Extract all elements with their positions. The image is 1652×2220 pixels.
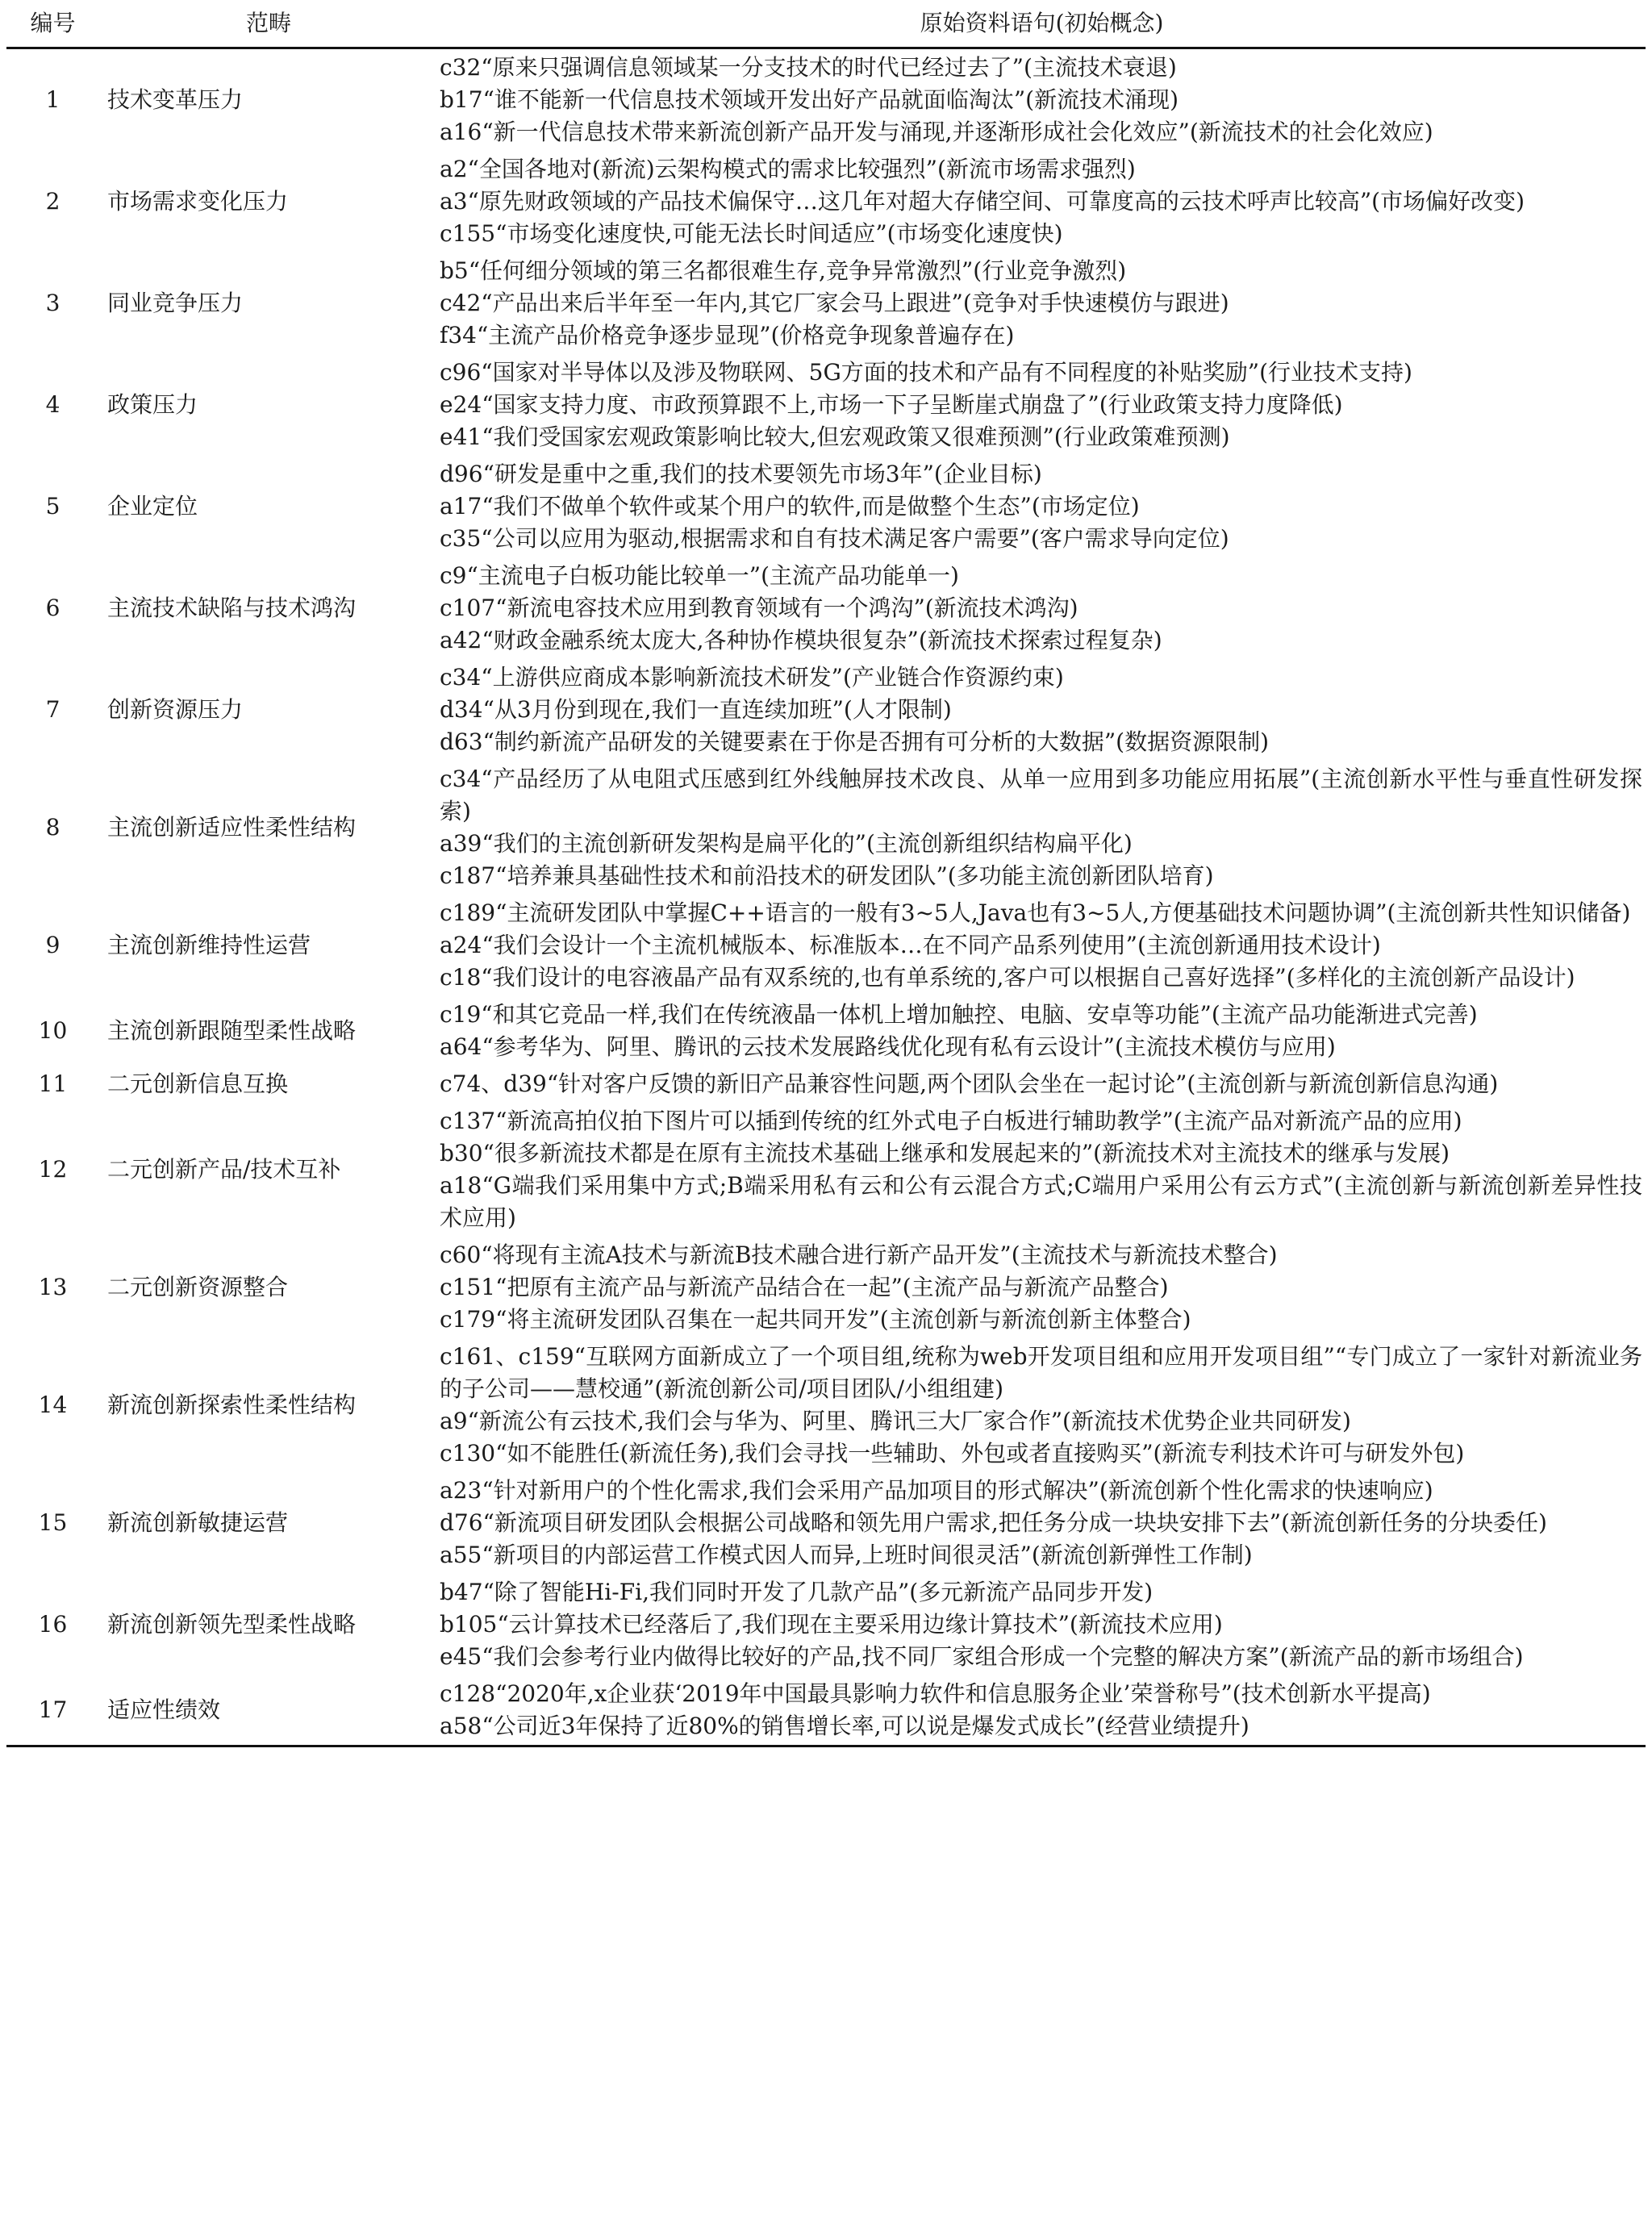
row-statements: [438, 252, 1646, 354]
statement-line: b17“谁不能新一代信息技术领域开发出好产品就面临淘汰”(新流技术涌现): [440, 86, 1179, 113]
statement-line: a55“新项目的内部运营工作模式因人而异,上班时间很灵活”(新流创新弹性工作制): [440, 1542, 1253, 1568]
statement-line: a23“针对新用户的个性化需求,我们会采用产品加项目的形式解决”(新流创新个性化需求的快速响应): [440, 1477, 1433, 1504]
table-row: [6, 1066, 1646, 1103]
statement-line: c35“公司以应用为驱动,根据需求和自有技术满足客户需要”(客户需求导向定位): [440, 525, 1229, 552]
row-number: 13: [38, 1274, 68, 1300]
row-statements: [438, 1338, 1646, 1472]
table-row: [6, 1675, 1646, 1746]
row-category: 二元创新资源整合: [107, 1274, 289, 1300]
statement-line: e24“国家支持力度、市政预算跟不上,市场一下子呈断崖式崩盘了”(行业政策支持力度降低): [440, 391, 1343, 418]
statement-line: b30“很多新流技术都是在原有主流技术基础上继承和发展起来的”(新流技术对主流技术的继承与发展): [440, 1140, 1450, 1166]
row-category: 新流创新领先型柔性战略: [107, 1611, 357, 1638]
row-category: 主流创新跟随型柔性战略: [107, 1017, 357, 1044]
statement-line: a3“原先财政领域的产品技术偏保守…这几年对超大存储空间、可靠度高的云技术呼声比较高”(市场偏好改变): [440, 188, 1525, 215]
table-row: [6, 252, 1646, 354]
row-category: 新流创新敏捷运营: [107, 1509, 289, 1536]
row-category: 主流创新维持性运营: [107, 932, 311, 958]
row-number: 12: [38, 1156, 68, 1183]
row-category: 适应性绩效: [99, 1675, 438, 1746]
row-statements: [438, 151, 1646, 252]
row-category: 新流创新探索性柔性结构: [107, 1392, 357, 1418]
header-number: 编号: [6, 0, 99, 48]
row-category: 政策压力: [107, 391, 198, 418]
statement-line: a64“参考华为、阿里、腾讯的云技术发展路线优化现有私有云设计”(主流技术模仿与应用): [440, 1033, 1336, 1060]
row-category: 二元创新信息互换: [107, 1070, 289, 1097]
statement-line: c128“2020年,x企业获‘2019年中国最具影响力软件和信息服务企业’荣誉称号”(技术创新水平提高): [440, 1680, 1431, 1707]
statement-line: a17“我们不做单个软件或某个用户的软件,而是做整个生态”(市场定位): [440, 493, 1140, 520]
row-category: 主流技术缺陷与技术鸿沟: [107, 595, 357, 621]
row-number: 17: [6, 1675, 99, 1746]
statement-line: c96“国家对半导体以及涉及物联网、5G方面的技术和产品有不同程度的补贴奖励”(行业技术支持): [440, 359, 1412, 386]
row-category: 企业定位: [107, 493, 198, 520]
statement-line: c60“将现有主流A技术与新流B技术融合进行新产品开发”(主流技术与新流技术整合): [440, 1241, 1278, 1268]
statement-line: c9“主流电子白板功能比较单一”(主流产品功能单一): [440, 562, 959, 589]
row-number: 9: [45, 932, 60, 958]
statement-line: c107“新流电容技术应用到教育领域有一个鸿沟”(新流技术鸿沟): [440, 595, 1078, 621]
table-row: [6, 48, 1646, 152]
row-statements: [438, 895, 1646, 996]
table-row: [6, 659, 1646, 761]
table-row: [6, 1237, 1646, 1338]
row-statements: [438, 659, 1646, 761]
statement-line: c34“上游供应商成本影响新流技术研发”(产业链合作资源约束): [440, 664, 1064, 691]
row-category: 同业竞争压力: [107, 290, 244, 316]
row-statements: [438, 761, 1646, 895]
row-statements: [438, 996, 1646, 1066]
header-statements: 原始资料语句(初始概念): [438, 0, 1646, 48]
header-category: 范畴: [99, 0, 438, 48]
row-number: 10: [38, 1017, 68, 1044]
row-number: 16: [38, 1611, 68, 1638]
statement-line: b5“任何细分领域的第三名都很难生存,竞争异常激烈”(行业竞争激烈): [440, 257, 1127, 284]
statement-line: e45“我们会参考行业内做得比较好的产品,找不同厂家组合形成一个完整的解决方案”(新流产品的新市场组合): [440, 1643, 1524, 1670]
table-row: [6, 996, 1646, 1066]
table-row: [6, 456, 1646, 557]
statement-line: a39“我们的主流创新研发架构是扁平化的”(主流创新组织结构扁平化): [440, 830, 1133, 857]
statement-line: a58“公司近3年保持了近80%的销售增长率,可以说是爆发式成长”(经营业绩提升): [440, 1713, 1249, 1739]
row-statements: [438, 1066, 1646, 1103]
statement-line: c19“和其它竞品一样,我们在传统液晶一体机上增加触控、电脑、安卓等功能”(主流产品功能渐进式完善): [440, 1001, 1478, 1028]
row-category: 主流创新适应性柔性结构: [107, 814, 357, 841]
statement-line: d34“从3月份到现在,我们一直连续加班”(人才限制): [440, 696, 952, 723]
table-header: [6, 0, 1646, 48]
row-number: 14: [38, 1392, 68, 1418]
statement-line: a24“我们会设计一个主流机械版本、标准版本…在不同产品系列使用”(主流创新通用技术设计): [440, 932, 1381, 958]
statement-line: c18“我们设计的电容液晶产品有双系统的,也有单系统的,客户可以根据自己喜好选择”(多样化的主流创新产品设计): [440, 964, 1575, 991]
statement-line: b47“除了智能Hi-Fi,我们同时开发了几款产品”(多元新流产品同步开发): [440, 1579, 1153, 1605]
statement-line: c179“将主流研发团队召集在一起共同开发”(主流创新与新流创新主体整合): [440, 1306, 1191, 1333]
statement-line: c137“新流高拍仪拍下图片可以插到传统的红外式电子白板进行辅助教学”(主流产品对新流产品的应用): [440, 1108, 1462, 1134]
row-number: 4: [45, 391, 60, 418]
row-statements: [438, 1574, 1646, 1675]
category-table: [6, 0, 1646, 1747]
statement-line: e41“我们受国家宏观政策影响比较大,但宏观政策又很难预测”(行业政策难预测): [440, 424, 1230, 450]
statement-line: c130“如不能胜任(新流任务),我们会寻找一些辅助、外包或者直接购买”(新流专利技术许可与研发外包): [440, 1440, 1465, 1467]
row-number: 1: [45, 86, 60, 113]
table-row: [6, 1574, 1646, 1675]
row-number: 15: [38, 1509, 68, 1536]
row-statements: [438, 1103, 1646, 1237]
statement-line: c42“产品出来后半年至一年内,其它厂家会马上跟进”(竞争对手快速模仿与跟进): [440, 290, 1229, 316]
statement-line: c74、d39“针对客户反馈的新旧产品兼容性问题,两个团队会坐在一起讨论”(主流创新与新流创新信息沟通): [440, 1070, 1499, 1097]
table-row: [6, 1472, 1646, 1574]
table-row: [6, 1338, 1646, 1472]
table-body: [6, 48, 1646, 1746]
table-row: [6, 761, 1646, 895]
statement-line: b105“云计算技术已经落后了,我们现在主要采用边缘计算技术”(新流技术应用): [440, 1611, 1223, 1638]
statement-line: a9“新流公有云技术,我们会与华为、阿里、腾讯三大厂家合作”(新流技术优势企业共同研发): [440, 1408, 1351, 1434]
statement-line: c34“产品经历了从电阻式压感到红外线触屏技术改良、从单一应用到多功能应用拓展”(主流创新水平性与垂直性研发探索): [440, 766, 1642, 824]
header-row: [6, 0, 1646, 48]
row-number: 2: [45, 188, 60, 215]
row-statements: [438, 48, 1646, 152]
table-row: [6, 895, 1646, 996]
row-statements: [438, 1472, 1646, 1574]
statement-line: d63“制约新流产品研发的关键要素在于你是否拥有可分析的大数据”(数据资源限制): [440, 728, 1270, 755]
row-category: 创新资源压力: [107, 696, 244, 723]
row-statements: [438, 557, 1646, 659]
row-category: 市场需求变化压力: [107, 188, 289, 215]
statement-line: c187“培养兼具基础性技术和前沿技术的研发团队”(多功能主流创新团队培育): [440, 862, 1214, 889]
statement-line: a16“新一代信息技术带来新流创新产品开发与涌现,并逐渐形成社会化效应”(新流技术的社会化效应): [440, 119, 1433, 145]
statement-line: f34“主流产品价格竞争逐步显现”(价格竞争现象普遍存在): [440, 322, 1015, 348]
row-statements: [438, 1675, 1646, 1746]
statement-line: d96“研发是重中之重,我们的技术要领先市场3年”(企业目标): [440, 461, 1042, 487]
row-statements: [438, 1237, 1646, 1338]
statement-line: a18“G端我们采用集中方式;B端采用私有云和公有云混合方式;C端用户采用公有云方式”(主流创新与新流创新差异性技术应用): [440, 1172, 1642, 1231]
row-number: 3: [45, 290, 60, 316]
row-number: 5: [45, 493, 60, 520]
row-number: 6: [45, 595, 60, 621]
statement-line: a42“财政金融系统太庞大,各种协作模块很复杂”(新流技术探索过程复杂): [440, 627, 1162, 653]
statement-line: c189“主流研发团队中掌握C++语言的一般有3~5人,Java也有3~5人,方便基础技术问题协调”(主流创新共性知识储备): [440, 899, 1631, 926]
row-statements: [438, 354, 1646, 456]
row-category: 二元创新产品/技术互补: [107, 1156, 341, 1183]
table-row: [6, 557, 1646, 659]
table-row: [6, 151, 1646, 252]
statement-line: d76“新流项目研发团队会根据公司战略和领先用户需求,把任务分成一块块安排下去”(新流创新任务的分块委任): [440, 1509, 1547, 1536]
table-row: [6, 1103, 1646, 1237]
statement-line: c155“市场变化速度快,可能无法长时间适应”(市场变化速度快): [440, 220, 1063, 247]
statement-line: c151“把原有主流产品与新流产品结合在一起”(主流产品与新流产品整合): [440, 1274, 1169, 1300]
row-number: 7: [45, 696, 60, 723]
statement-line: a2“全国各地对(新流)云架构模式的需求比较强烈”(新流市场需求强烈): [440, 156, 1136, 182]
row-category: 技术变革压力: [107, 86, 244, 113]
statement-line: c161、c159“互联网方面新成立了一个项目组,统称为web开发项目组和应用开发项目组”“专门成立了一家针对新流业务的子公司——慧校通”(新流创新公司/项目团队/小组组建): [440, 1343, 1642, 1402]
row-number: 11: [38, 1070, 68, 1097]
statement-line: c32“原来只强调信息领域某一分支技术的时代已经过去了”(主流技术衰退): [440, 54, 1177, 81]
row-statements: [438, 456, 1646, 557]
row-number: 8: [45, 814, 60, 841]
table-row: [6, 354, 1646, 456]
